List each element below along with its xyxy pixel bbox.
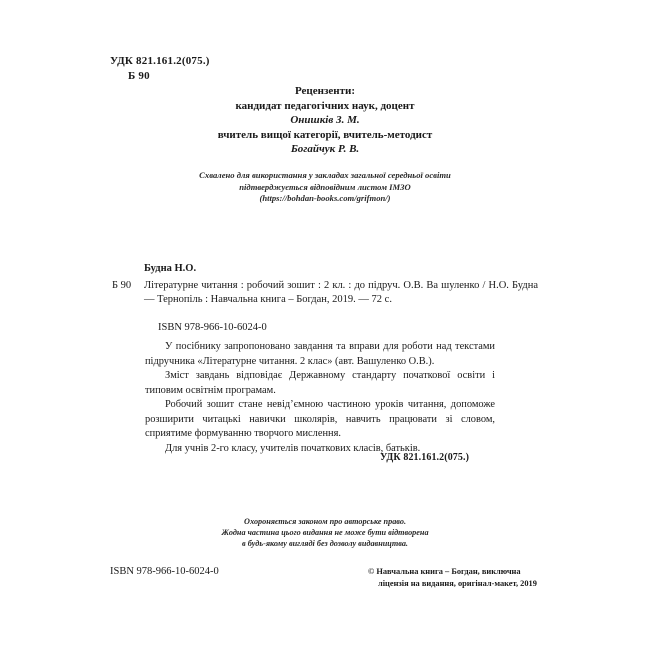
biblio-description: Літературне читання : робочий зошит : 2 кл. : до підруч. О.В. Ва шуленко / Н.О. Будна — Тернопіль : Навчальна книга – Богдан, 2019. — 72 с. <box>144 279 538 306</box>
annotation-paragraph: Робочий зошит стане невід’ємною частиною уроків читання, допоможе розширити читацькі навички школярів, навчить працювати зі словом, сприятиме формуванню творчого мислення. <box>145 399 495 439</box>
bibliographic-record <box>112 262 538 335</box>
author-sign-code: Б 90 <box>128 70 150 82</box>
biblio-isbn: ISBN 978-966-10-6024-0 <box>158 321 267 333</box>
approval-line-1: Схвалено для використання у закладах загальної середньої освіти <box>199 170 451 180</box>
approval-url: (https://bohdan-books.com/grifmon/) <box>259 193 391 203</box>
annotation-paragraph: Зміст завдань відповідає Державному стандарту початкової освіти і типовим освітнім програмам. <box>145 370 495 396</box>
udk-top-block <box>110 54 210 84</box>
legal-notice-block <box>0 516 650 549</box>
page-footer <box>0 566 650 600</box>
copyright-block <box>368 566 628 589</box>
legal-notice-line-1: Охороняється законом про авторське право. <box>244 517 406 526</box>
reviewers-heading: Рецензенти: <box>294 85 356 97</box>
biblio-description-wrap <box>112 279 538 308</box>
footer-isbn: ISBN 978-966-10-6024-0 <box>110 566 219 577</box>
reviewer-name-1: Онишків З. М. <box>290 114 360 126</box>
biblio-author: Будна Н.О. <box>144 263 197 274</box>
udk-bottom-code: УДК 821.161.2(075.) <box>380 452 470 463</box>
approval-line-2: підтверджується відповідним листом ІМЗО <box>239 181 411 192</box>
reviewer-title-2: вчитель вищої категорії, вчитель-методист <box>217 128 433 141</box>
legal-notice-line-3: в будь-якому вигляді без дозволу видавництва. <box>242 539 408 548</box>
udk-code: УДК 821.161.2(075.) <box>110 55 210 67</box>
copyright-line-1: © Навчальна книга – Богдан, виключна <box>368 567 521 576</box>
annotation-paragraph: Для учнів 2-го класу, учителів початкових класів, батьків. <box>165 442 421 454</box>
biblio-sign: Б 90 <box>112 279 132 291</box>
copyright-line-2: ліцензія на видання, оригінал-макет, 2019 <box>378 578 537 588</box>
annotation-block <box>145 340 495 456</box>
reviewer-name-2: Богайчук Р. В. <box>290 143 360 155</box>
approval-notice-block <box>0 170 650 205</box>
reviewer-title-1: кандидат педагогічних наук, доцент <box>235 99 415 112</box>
legal-notice-line-2: Жодна частина цього видання не може бути відтворена <box>221 528 429 537</box>
reviewers-block <box>0 84 650 157</box>
annotation-paragraph: У посібнику запропоновано завдання та вправи для роботи над текстами підручника «Літературне читання. 2 клас» (авт. Вашуленко О.В.). <box>145 341 495 367</box>
